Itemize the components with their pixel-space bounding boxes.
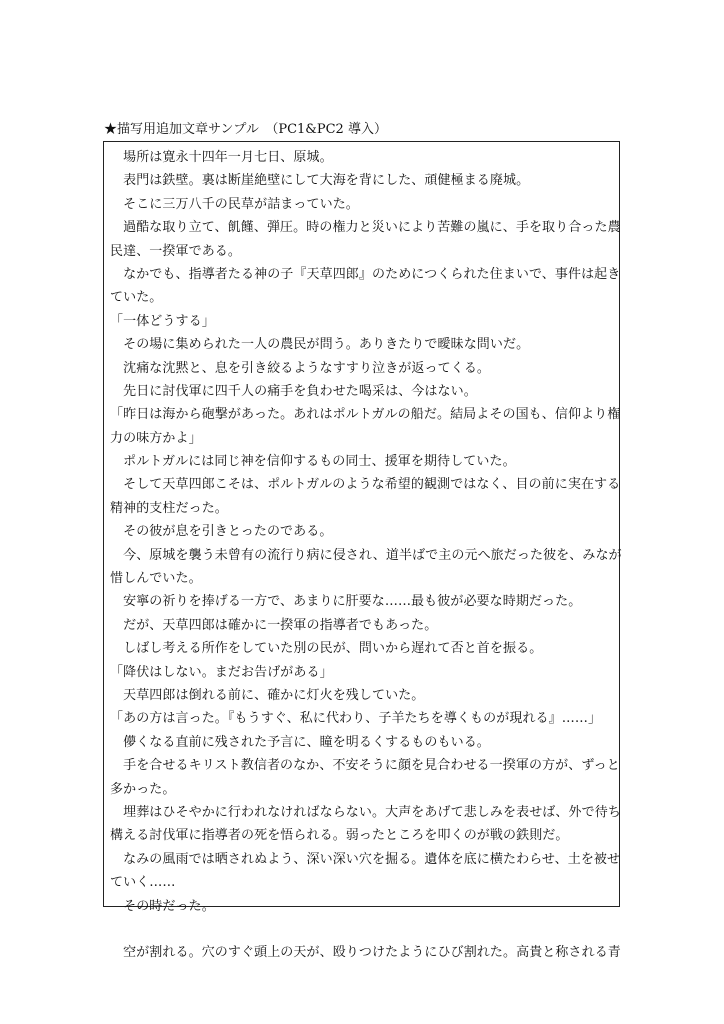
text-line: 儚くなる直前に残された予言に、瞳を明るくするものもいる。 <box>110 734 490 750</box>
text-line: 力の味方かよ」 <box>110 430 202 446</box>
text-line: 安寧の祈りを捧げる一方で、あまりに肝要な……最も彼が必要な時期だった。 <box>110 594 582 610</box>
text-line: 空が割れる。穴のすぐ頭上の天が、殴りつけたようにひび割れた。高貴と称される青 <box>110 945 621 961</box>
text-line: 表門は鉄壁。裏は断崖絶壁にして大海を背にした、頑健極まる廃城。 <box>110 173 530 189</box>
text-line: 「降伏はしない。まだお告げがある」 <box>110 664 333 680</box>
text-line: ポルトガルには同じ神を信仰するもの同士、援軍を期待していた。 <box>110 454 516 470</box>
text-line: ていた。 <box>110 290 163 306</box>
text-line: そこに三万八千の民草が詰まっていた。 <box>110 196 359 212</box>
text-line: 手を合せるキリスト教信者のなか、不安そうに顔を見合わせる一揆軍の方が、ずっと <box>110 758 620 774</box>
text-line: 惜しんでいた。 <box>110 571 202 587</box>
text-line: その時だった。 <box>110 898 215 914</box>
text-line: なみの風雨では晒されぬよう、深い深い穴を掘る。遺体を底に横たわらせ、土を被せ <box>110 851 621 867</box>
story-text-box <box>103 141 622 961</box>
text-line: 過酷な取り立て、飢饉、弾圧。時の権力と災いにより苦難の嵐に、手を取り合った農 <box>110 220 621 236</box>
text-line: 多かった。 <box>110 781 176 797</box>
text-line: 精神的支柱だった。 <box>110 500 228 516</box>
text-line: しばし考える所作をしていた別の民が、問いから遅れて否と首を振る。 <box>110 641 543 657</box>
text-line: 構える討伐軍に指導者の死を悟られる。弱ったところを叩くのが戦の鉄則だ。 <box>110 828 569 844</box>
text-line: 今、原城を襲う未曾有の流行り病に侵され、道半ばで主の元へ旅だった彼を、みなが <box>110 547 622 563</box>
text-line: なかでも、指導者たる神の子『天草四郎』のためにつくられた住まいで、事件は起き <box>110 266 621 282</box>
text-line: 沈痛な沈黙と、息を引き絞るようなすすり泣きが返ってくる。 <box>110 360 491 376</box>
blank-line <box>110 918 614 941</box>
text-line: その場に集められた一人の農民が問う。ありきたりで曖昧な問いだ。 <box>110 337 530 353</box>
document-heading: ★描写用追加文章サンプル （PC1&PC2 導入） <box>104 122 387 137</box>
text-line: 「昨日は海から砲撃があった。あれはポルトガルの船だ。結局よその国も、信仰より権 <box>110 407 621 423</box>
text-line: 先日に討伐軍に四千人の痛手を負わせた喝采は、今はない。 <box>110 383 477 399</box>
text-line: 天草四郎は倒れる前に、確かに灯火を残していた。 <box>110 687 425 703</box>
text-line: ていく…… <box>110 875 176 891</box>
text-line: 埋葬はひそやかに行われなければならない。大声をあげて悲しみを表せば、外で待ち <box>110 804 621 820</box>
text-line: そして天草四郎こそは、ポルトガルのような希望的観測ではなく、目の前に実在する <box>110 477 621 493</box>
text-line: 民達、一揆軍である。 <box>110 243 242 259</box>
text-line: 「あの方は言った。『もうすぐ、私に代わり、子羊たちを導くものが現れる』……」 <box>110 711 602 727</box>
text-line: 「一体どうする」 <box>110 313 215 329</box>
text-line: 場所は寛永十四年一月七日、原城。 <box>110 150 333 165</box>
text-line: だが、天草四郎は確かに一揆軍の指導者でもあった。 <box>110 617 438 633</box>
text-line: その彼が息を引きとったのである。 <box>110 524 333 540</box>
